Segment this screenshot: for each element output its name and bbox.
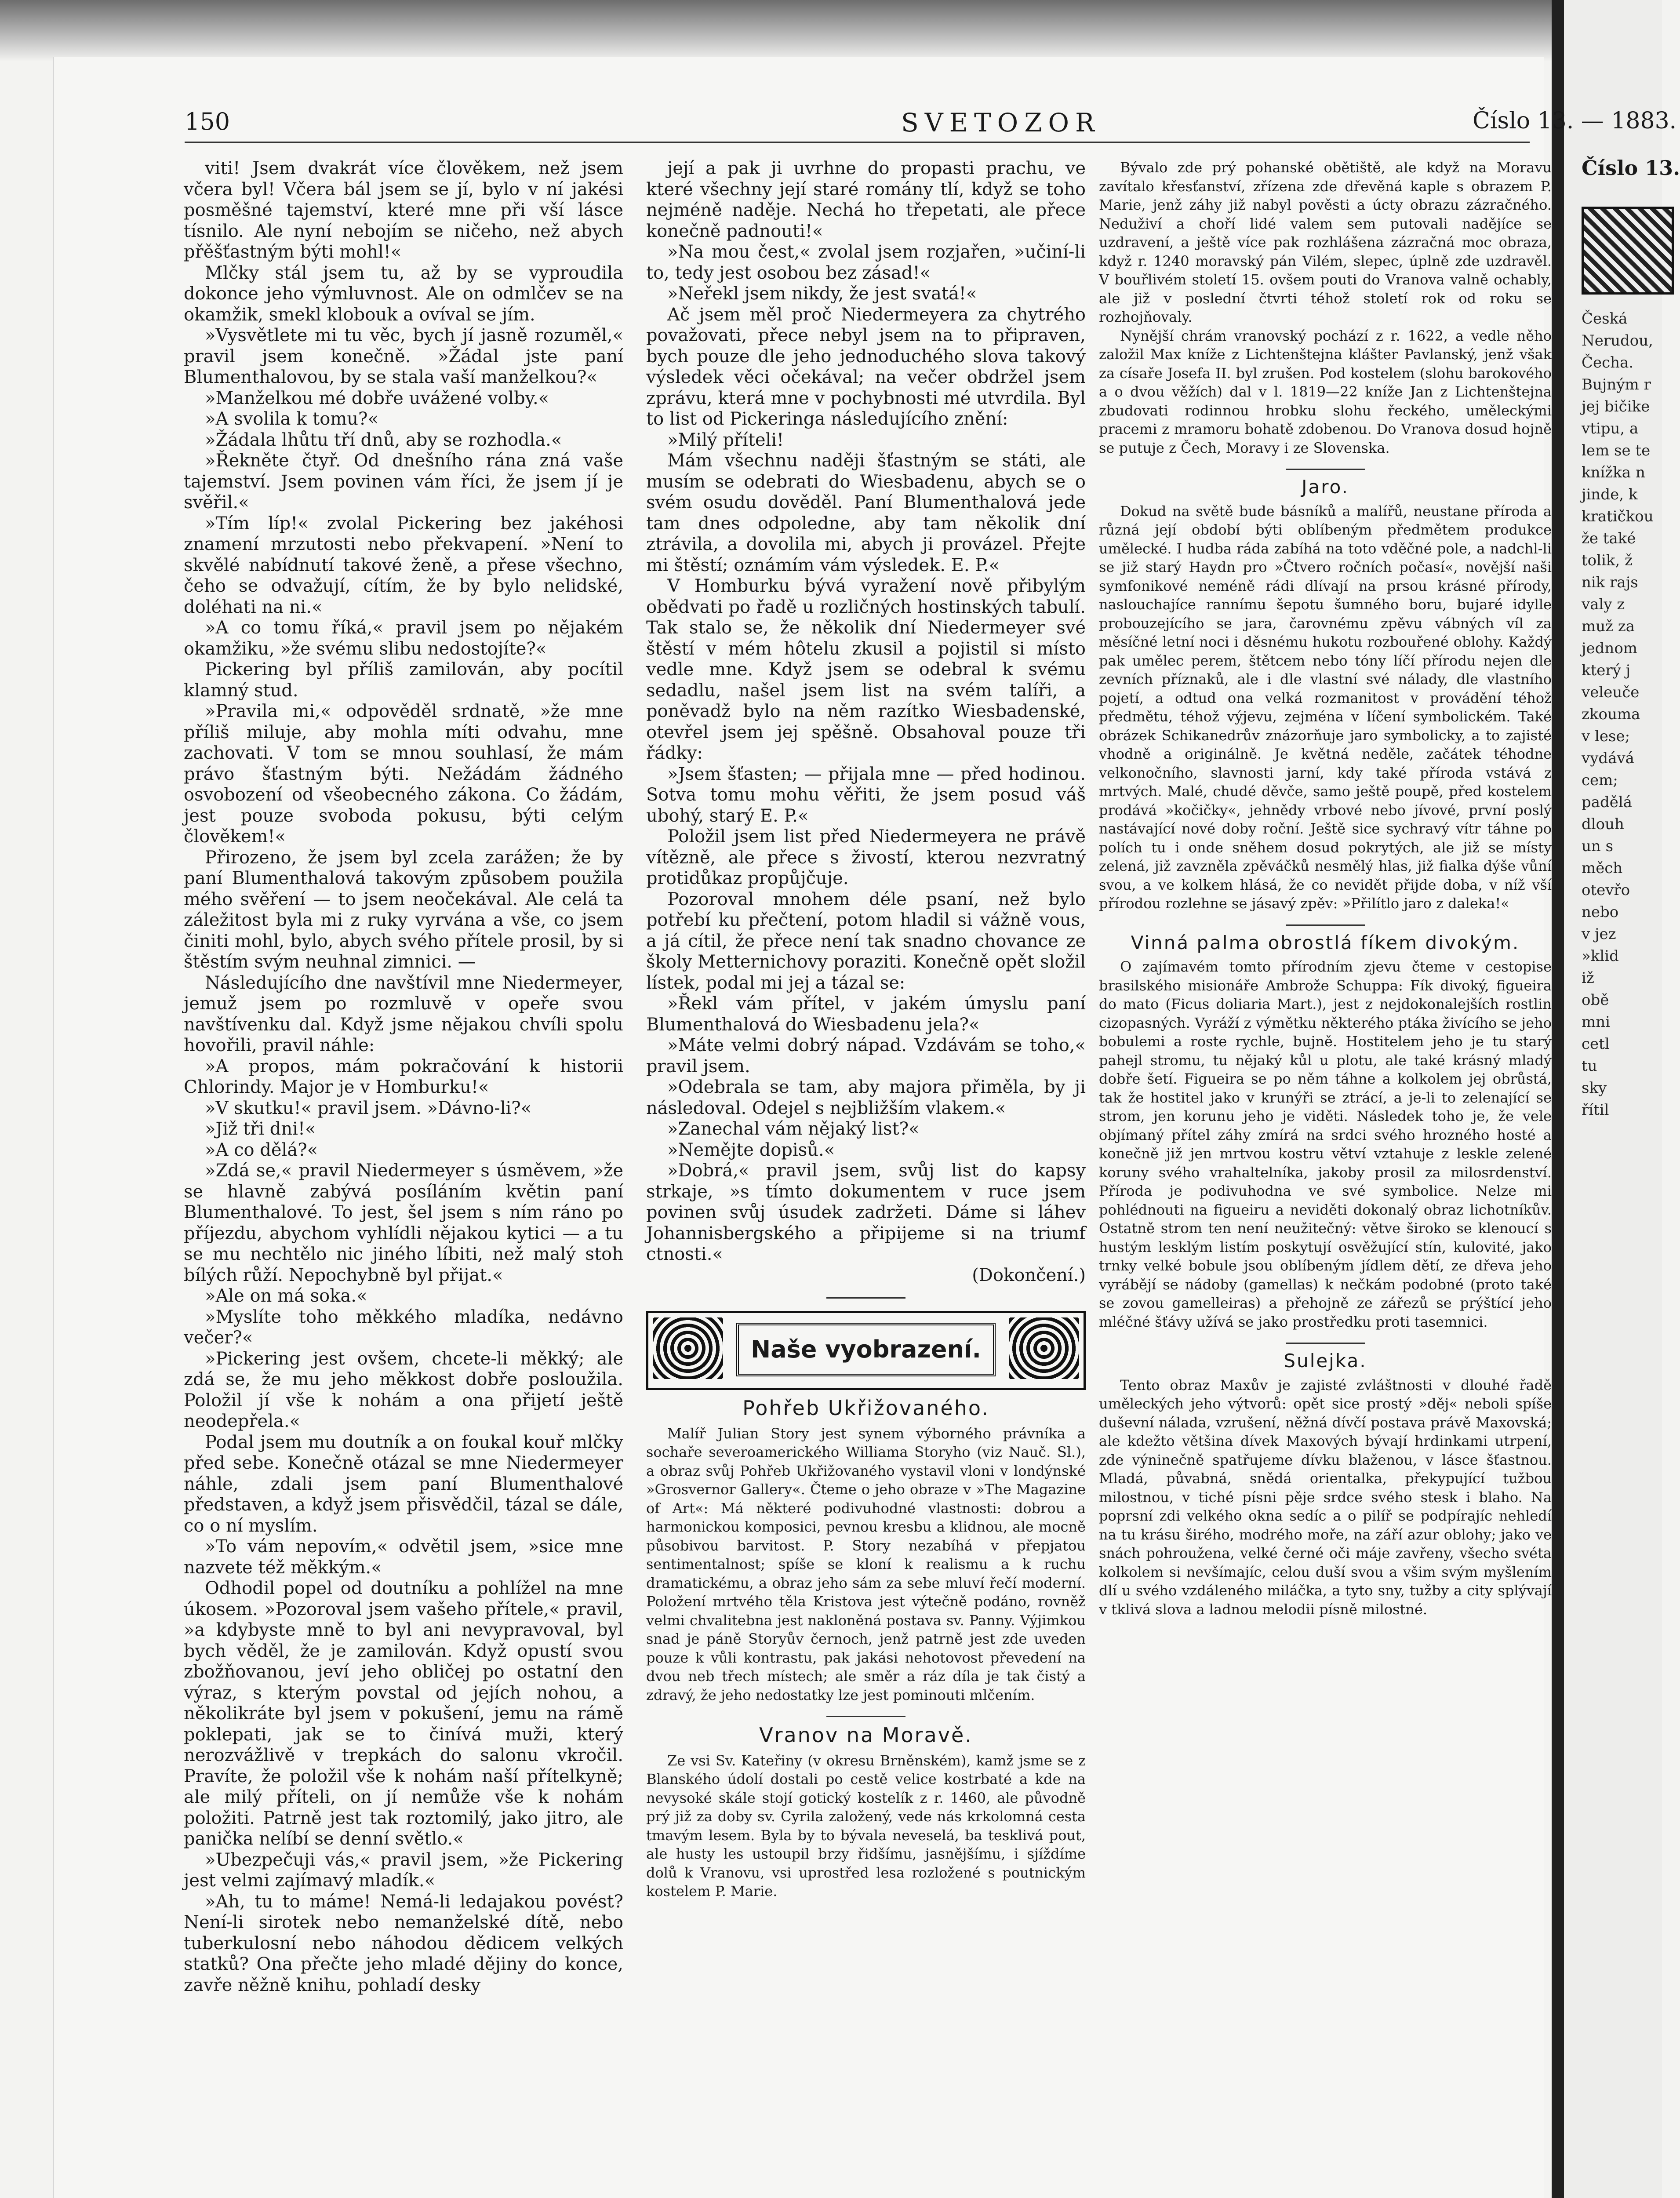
paragraph: »Ale on má soka.« (205, 1286, 367, 1306)
section-text-vranov: Ze vsi Sv. Kateřiny (v okresu Brněnském), kamž jsme se z Blanského údolí dostali po cestě velice kostrbaté a kde na nevysoké skále stojí gotický kostelík z r. 1460, ale původně prý již za doby sv. Cyrila založený, vede nás krkolomná cesta tmavým lesem. Byla by to bývala neveselá, ba tesklivá pout, ale husty les ustoupil brzy řidšímu, jasnějšímu, i sjíždíme dolů k Vranovu, vsi uprostřed lesa rozložené s poutnickým kostelem P. Marie. (646, 1752, 1086, 1900)
paragraph: »A co dělá?« (205, 1139, 318, 1160)
column-1 (184, 158, 623, 1996)
paragraph: Ač jsem měl proč Niedermeyera za chytrého považovati, přece nebyl jsem na to připraven, bych pouze dle jeho jednoduchého slova takový výsledek věci očekával; na večer obdržel jsem zprávu, která mne v pochybnosti mé utvrdila. Byl to list od Pickeringa následujícího znění: (646, 304, 1086, 429)
paragraph: »Manželkou mé dobře uvážené volby.« (205, 388, 549, 408)
adjacent-text-fragment: nebo (1582, 903, 1619, 921)
paragraph: »Zdá se,« pravil Niedermeyer s úsměvem, »že se hlavně zabývá posíláním květin paní Blumenthalové. To jest, šel jsem s ním ráno po příjezdu, abychom vyhlídli nějakou kytici — a tu se mu nechtělo nic jiného líbiti, než malý stoh bílých růží. Nepochybně byl přijat.« (184, 1161, 623, 1285)
section-title-sulejka: Sulejka. (1284, 1350, 1367, 1372)
section-divider (826, 1297, 905, 1299)
section-text-sulejka: Tento obraz Maxův je zajisté zvláštnosti v dlouhé řadě uměleckých jeho výtvorů: opět sice prostý »děj« neboli spíše duševní nálada, vzrušení, něžná dívčí postava právě Maxovská; ale kdežto většina dívek Maxových bývají hrdinkami utrpení, zde výninečně spatřujeme dívku blaženou, v lásce šťastnou. Mladá, půvabná, snědá orientalka, překypující tužbou milostnou, v tiché písni pěje srdce svého stesk i blaho. Na poprsní zdi velkého okna sedíc a o pilíř se podpírajíc nehledí na tu krásu širého, modrého moře, na září azur oblohy; jako ve snách pohroužena, velké černé oči máje zavřeny, všecho svéta kolkolem si nevšímajíc, celou duší svou a všim svým myšlením dlí u svého vzdáleného miláčka, a tyto sny, tužby a city splývají v tklivá slova a ladnou melodii písně milostné. (1099, 1376, 1552, 1618)
journal-title: SVETOZOR (901, 108, 1101, 138)
continued-note: (Dokončení.) (972, 1265, 1086, 1285)
adjacent-text-fragment: iž (1582, 969, 1594, 987)
adjacent-text-fragment: zkouma (1582, 706, 1640, 723)
section-divider (1286, 1343, 1365, 1344)
paragraph: »Neřekl jsem nikdy, že jest svatá!« (667, 284, 977, 304)
story-text-continued (646, 158, 1086, 1265)
adjacent-text-fragment: cem; (1582, 771, 1618, 789)
paragraph: Pozoroval mnohem déle psaní, než bylo potřebí ku přečtení, potom hladil si vážně vous, a já cítil, že přece není tak snadno chovance ze školy Metternichovy poraziti. Konečně opět složil lístek, podal mi jej a tázal se: (646, 889, 1086, 993)
paragraph: »Již tři dni!« (205, 1119, 316, 1139)
paragraph: Mlčky stál jsem tu, až by se vyproudila dokonce jeho výmluvnost. Ale on odmlčev se na okamžik, smekl klobouk a ovíval se jím. (184, 262, 623, 325)
adjacent-text-fragment: veleuče (1582, 684, 1640, 701)
paragraph: Přirozeno, že jsem byl zcela zarážen; že by paní Blumenthalová takovým způsobem použila mého svěření — to jsem neočekával. Ale celá ta záležitost byla mi z ruky vyrvána a vše, co jsem činiti mohl, bylo, abych svého přítele prosil, by si štěstím svým neuhnal zimnici. — (184, 847, 623, 972)
paragraph: Mám všechnu naději šťastným se státi, ale musím se odebrati do Wiesbadenu, abych se o svém osudu dověděl. Paní Blumenthalová jede tam dnes odpoledne, aby tam několik dní ztrávila, a dovolila mi, abych ji provázel. Přejte mi štěstí; oznámím vám výsledek. E. P.« (646, 451, 1086, 575)
adjacent-text-fragment: nik rajs (1582, 574, 1638, 591)
section-title-vranov: Vranov na Moravě. (759, 1723, 973, 1747)
section-banner (646, 1311, 1086, 1390)
paragraph: »Ah, tu to máme! Nemá-li ledajakou povést? Není-li sirotek nebo nemanželské dítě, nebo tuberkulosní nebo náhodou dědicem velkých statků? Ona přečte jeho mladé dějiny do konce, zavře něžně knihu, pohladí desky (184, 1891, 623, 1995)
paragraph: »A propos, mám pokračování k historii Chlorindy. Major je v Homburku!« (184, 1056, 623, 1097)
paragraph: »Žádala lhůtu tří dnů, aby se rozhodla.« (205, 429, 562, 450)
adjacent-text-fragment: padělá (1582, 793, 1633, 811)
paragraph: »Pickering jest ovšem, chcete-li měkký; ale zdá se, že mu jeho měkkost dobře posloužila. Položil jí vše k nohám a ona přijetí ještě neodepřela.« (184, 1348, 623, 1431)
paragraph: »Milý příteli! (667, 429, 784, 450)
vranov-continued (1099, 158, 1552, 457)
adjacent-text-fragment: obě (1582, 991, 1609, 1009)
header-rule (185, 142, 1530, 143)
section-divider (1286, 924, 1365, 926)
paragraph: »Máte velmi dobrý nápad. Vzdávám se toho,« pravil jsem. (646, 1035, 1086, 1077)
adjacent-text-fragment: kratičkou (1582, 508, 1654, 525)
paragraph: »Nemějte dopisů.« (667, 1139, 835, 1160)
section-text-jaro: Dokud na světě bude básníků a malířů, neustane příroda a různá její období býti oblíbeným předmětem produkce umělecké. I hudba ráda zabíhá na toto vděčné pole, a nadchl-li se již starý Haydn pro »Čtvero ročních počasí«, novější naši symfonikové neméně rádi dlívají na prsou krásné přírody, naslouchajíce rannímu šepotu šumného boru, bujaré idylle probouzejícího se jara, čarovnému zpěvu vábných víl za měsíčné letní noci i děsnému hukotu rozbouřené oblohy. Každý pak umělec perem, štětcem nebo tóny líčí přírodu nejen dle zevních příznaků, ale i dle vlastní své nálady, dle vlastního pojetí, a odtud ona velká rozmanitost v provádění téhož předmětu, téhož výjevu, zejména v líčení symbolickém. Také obrázek Schikanedrův znázorňuje jaro symbolicky, a to zajisté vhodně a originálně. Je květná neděle, začátek téhodne velkonočního, slavnosti jarní, kdy také příroda vstává z mrtvých. Malé, chudé děvče, samo ještě poupě, před kostelem prodává »kočičky«, jehnědy vrbové nebo jívové, první poslý nastávající nové doby roční. Ještě sice sychravý vítr táhne po polích tu i onde sněhem dosud pokrytých, ale již se místy zelená, již zavzněla zpěváčků nesmělý hlas, již fialka dýše vůní svou, a ve kolkem hlásá, že co nevidět přijde doba, v níž vší přírodou rozlehne se jásavý zpěv: »Přilítlo jaro z daleka!« (1099, 502, 1552, 912)
issue-number: Číslo 13. — 1883. (1473, 108, 1677, 134)
adjacent-text-fragment: v jez (1582, 925, 1616, 943)
banner-title: Naše vyobrazení. (736, 1323, 996, 1376)
paragraph: »Řekněte čtyř. Od dnešního rána zná vaše tajemství. Jsem povinen vám říci, že jsem jí je svěřil.« (184, 451, 623, 513)
page-header (132, 108, 1677, 138)
fleur-ornament-icon (653, 1317, 723, 1379)
paragraph: »A svolila k tomu?« (205, 409, 378, 429)
page-gutter (1552, 0, 1564, 2198)
adjacent-text-fragment: muž za (1582, 618, 1635, 635)
adjacent-text-fragment: otevřo (1582, 881, 1630, 899)
adjacent-text-fragment: Bujným r (1582, 376, 1651, 393)
adjacent-text-fragment: knížka n (1582, 464, 1645, 481)
adjacent-text-fragment: tolik, ž (1582, 552, 1633, 569)
paragraph: »V skutku!« pravil jsem. »Dávno-li?« (205, 1098, 532, 1118)
adjacent-text-fragment: který j (1582, 662, 1631, 679)
adjacent-text-fragment: mni (1582, 1013, 1611, 1031)
paragraph: »Odebrala se tam, aby majora přiměla, by ji následoval. Odejel s nejbližším vlakem.« (646, 1077, 1086, 1118)
paragraph: »Jsem šťasten; — přijala mne — před hodinou. Sotva tomu mohu věřiti, že jsem posud váš ubohý, starý E. P.« (646, 764, 1086, 826)
paragraph: »Dobrá,« pravil jsem, svůj list do kapsy strkaje, »s tímto dokumentem v ruce jsem povinen svůj úsudek zadržeti. Dáme si láhev Johannisbergského a připijeme si na triumf ctnosti.« (646, 1161, 1086, 1264)
adjacent-text-fragment: Nerudou, (1582, 332, 1653, 349)
paragraph: »Na mou čest,« zvolal jsem rozjařen, »učiní-li to, tedy jest osobou bez zásad!« (646, 242, 1086, 283)
adjacent-text-fragment: v lese; (1582, 728, 1630, 745)
section-title-jaro: Jaro. (1302, 476, 1349, 498)
page-number: 150 (185, 108, 230, 135)
paragraph: »Řekl vám přítel, v jakém úmyslu paní Blumenthalová do Wiesbadenu jela?« (646, 993, 1086, 1035)
adjacent-text-fragment: jej bičike (1582, 398, 1650, 415)
section-title-palma: Vinná palma obrostlá fíkem divokým. (1131, 932, 1520, 953)
paragraph: »Vysvětlete mi tu věc, bych jí jasně rozuměl,« pravil jsem konečně. »Žádal jste paní Blumenthalovou, by se stala vaší manželkou?« (184, 325, 623, 387)
section-title-pohreb: Pohřeb Ukřižovaného. (742, 1396, 989, 1420)
paragraph: »Tím líp!« zvolal Pickering bez jakéhosi znamení mrzutosti nebo překvapení. »Není to skvělé nabídnutí takové ženě, a přese všechno, čeho se odvažují, cítím, že by bylo nelidské, doléhati na ni.« (184, 513, 623, 617)
paragraph: »Zanechal vám nějaký list?« (667, 1119, 920, 1139)
section-divider (826, 1716, 905, 1717)
paragraph: viti! Jsem dvakrát více člověkem, než jsem včera byl! Včera bál jsem se jí, bylo v ní jakési posměšné tajemství, které mne při vší lásce tísnilo. Ale nyní nebojím se ničeho, než abych přěšťastným býti mohl!« (184, 158, 623, 262)
adjacent-text-fragment: tu (1582, 1057, 1597, 1075)
paragraph: V Homburku bývá vyražení nově přibylým obědvati po řadě u rozličných hostinských tabulí. Tak stalo se, že několik dní Niedermeyer své štěstí v mém hôtelu zkusil a pojistil si místo vedle mne. Když jsem se odebral k svému sedadlu, našel jsem list na svém talíři, a poněvadž bylo na něm razítko Wiesbadenské, otevřel jsem jej spěšně. Obsahoval pouze tři řádky: (646, 576, 1086, 763)
paragraph: »Ubezpečuji vás,« pravil jsem, »že Pickering jest velmi zajímavý mladík.« (184, 1849, 623, 1891)
section-text-pohreb: Malíř Julian Story jest synem výborného právníka a sochaře severoamerického Williama Storyho (viz Nauč. Sl.), a obraz svůj Pohřeb Ukřižovaného vystavil vloni v londýnské »Grosvernor Gallery«. Čteme o jeho obraze v »The Magazine of Art«: Má některé podivuhodné vlastnosti: dobrou a harmonickou komposici, pevnou kresbu a klidnou, ale mocně působivou barvitost. P. Story nezabíhá v přepjatou sentimentalnost; spíše se kloní k realismu a k ruchu dramatickému, a obraz jeho sám za sebe mluví řečí moderní. Položení mrtvého těla Kristova jest výtečně podáno, rovněž velmi chvalitebna jest nakloněná postava sv. Panny. Výjimkou snad je páně Storyův černoch, jenž patrně jest zde uveden pouze k vůli kontrastu, pak jakási nehotovost převedení na dvou neb třech místech; ale směr a ráz díla je tak čistý a zdravý, že jeho nedostatky lze jest pominouti mlčením. (646, 1425, 1086, 1703)
paragraph: »To vám nepovím,« odvětil jsem, »sice mne nazvete též měkkým.« (184, 1536, 623, 1578)
paragraph: »Pravila mi,« odpověděl srdnatě, »že mne příliš miluje, aby mohla míti odvahu, mne zachovati. V tom se mnou souhlasí, že mám právo šťastným býti. Nežádám žádného osvobození od všeobecného zákona. Co žádám, jest pouze svoboda pokusu, býti celým člověkem!« (184, 701, 623, 847)
adjacent-page-text (1582, 308, 1654, 1121)
paragraph: »A co tomu říká,« pravil jsem po nějakém okamžiku, »že svému slibu nedostojíte?« (184, 618, 623, 659)
adjacent-text-fragment: vydává (1582, 750, 1634, 767)
adjacent-text-fragment: sky (1582, 1079, 1607, 1097)
adjacent-text-fragment: un s (1582, 837, 1618, 855)
adjacent-text-fragment: Česká (1582, 310, 1628, 328)
column-3 (1099, 158, 1552, 1619)
paragraph: Následujícího dne navštívil mne Niedermeyer, jemuž jsem po rozmluvě v opeře svou navštívenku dal. Když jsme nějakou chvíli spolu hovořili, pravil náhle: (184, 972, 623, 1055)
adjacent-text-fragment: Čecha. (1582, 354, 1634, 371)
paragraph: Nynější chrám vranovský pochází z r. 1622, a vedle něho založil Max kníže z Lichtenštejna klášter Pavlanský, jenž však za císaře Josefa II. byl zrušen. Pod kostelem (slohu barokového a o dvou věžích) dal v l. 1819—22 kníže Jan z Lichtenštejna zbudovati rodinnou hrobku slohu řeckého, uměleckými pracemi z mramoru bohatě zdobenou. Do Vranova dosud hojně se putuje z Čech, Moravy i ze Slovenska. (1099, 327, 1552, 456)
paragraph: Položil jsem list před Niedermeyera ne právě vítězně, ale přece s živostí, kterou nezvratný protidůkaz propůjčuje. (646, 826, 1086, 888)
column-2 (646, 158, 1086, 1901)
section-divider (1286, 469, 1365, 470)
adjacent-text-fragment: jednom (1582, 640, 1638, 657)
adjacent-text-fragment: jinde, k (1582, 486, 1638, 503)
adjacent-text-fragment: valy z (1582, 596, 1625, 613)
story-text (184, 158, 623, 1996)
adjacent-text-fragment: dlouh (1582, 815, 1624, 833)
adjacent-text-fragment: vtipu, a (1582, 420, 1639, 437)
adjacent-page-ornament (1582, 207, 1674, 295)
section-text-palma: O zajímavém tomto přírodním zjevu čteme v cestopise brasilského misionáře Ambrože Schuppa: Fík divoký, figueira do mato (Ficus doliaria Mart.), jest z nejdokonalejších rostlin cizopasných. Vyráží z výmětku některého ptáka živícího se jeho bobulemi a roste rychle, bujně. Hostitelem jeho je tu starý pahejl stromu, tu nějaký kůl u plotu, ale také krásný mladý dobře šetí. Figueira se po něm táhne a kolkolem jej obrůstá, tak že hostitel jako v krunýři se ztrácí, a je-li to zelenající se strom, jen korunu jeho je viděti. Následek toho je, že vele objímaný přítel záhy zmírá na srdci svého hrozného hosté a konečně již jen mrtvou kostru větví vztahuje z leskle zelené koruny svého vrahaltelníka, jakoby prosil za milosrdenství. Příroda je podivuhodna ve své symbolice. Nelze mi pohlédnouti na figueiru a neviděti dokonalý obraz lichotníkův. Ostatně strom ten není neužitečný: větve široko se klenoucí s hustým lesklým listím poskytují osvěžující stín, kulovité, jako trnky velké bobule jsou oblíbeným jídlem dětí, ze dřeva jeho vyrábějí se nádoby (gamellas) k nečkám podobné (proto také se zovou gamelleiras) a přehojně ze zářezů se prýštící jeho mléčné šťávy užívá se jako prostředku proti tasemnici. (1099, 958, 1552, 1330)
adjacent-page-header: Číslo 13. (1582, 156, 1680, 180)
scan-shadow (0, 0, 1662, 62)
adjacent-text-fragment: řítil (1582, 1101, 1609, 1119)
paragraph: Pickering byl příliš zamilován, aby pocítil klamný stud. (184, 659, 623, 701)
paragraph: její a pak ji uvrhne do propasti prachu, ve které všechny její staré romány tlí, když se toho nejméně naděje. Nechá ho třepetati, ale přece konečně padnouti!« (646, 158, 1086, 241)
adjacent-text-fragment: měch (1582, 859, 1623, 877)
paragraph: Odhodil popel od doutníku a pohlížel na mne úkosem. »Pozoroval jsem vašeho přítele,« pravil, »a kdybyste mně to byl ani nevypravoval, byl bych věděl, že je zamilován. Když opustí svou zbožňovanou, jeví jeho obličej po ostatní den výraz, s kterým povstal od jejích nohou, a několikráte byl jsem v pokušení, jemu na rámě poklepati, jak se to činívá muži, který nerozvážlivě v trepkách do salonu vkročil. Pravíte, že položil vše k nohám naší přítelkyně; ale milý příteli, on jí nemůže vše k nohám položiti. Patrně jest tak roztomilý, jako jitro, ale panička nelíbí se denní světlo.« (184, 1578, 623, 1849)
paragraph: »Myslíte toho měkkého mladíka, nedávno večer?« (184, 1306, 623, 1348)
paragraph: Podal jsem mu doutník a on foukal kouř mlčky před sebe. Konečně otázal se mne Niedermeyer náhle, zdali jsem paní Blumenthalové představen, a když jsem přisvědčil, tázal se dále, co o ní myslím. (184, 1432, 623, 1536)
fleur-ornament-icon (1009, 1317, 1079, 1379)
adjacent-text-fragment: lem se te (1582, 442, 1651, 459)
paragraph: Bývalo zde prý pohanské obětiště, ale když na Moravu zavítalo křesťanství, zřízena zde dřevěná kaple s obrazem P. Marie, jenž záhy již nabyl pověsti a úcty obrazu zázračného. Neduživí a choří lidé valem sem putovali nadějíce se uzdravení, a ještě více pak rozhlášena zázračná moc obraza, když r. 1240 moravský pán Vilém, slepec, úplně zde uzdravěl. V bouřlivém století 15. ovšem pouti do Vranova valně ochably, ale již v poslední čtvrti téhož století rok od roku se rozhojňovaly. (1099, 159, 1552, 325)
adjacent-text-fragment: cetl (1582, 1035, 1610, 1053)
adjacent-text-fragment: že také (1582, 530, 1636, 547)
adjacent-text-fragment: »klid (1582, 947, 1619, 965)
